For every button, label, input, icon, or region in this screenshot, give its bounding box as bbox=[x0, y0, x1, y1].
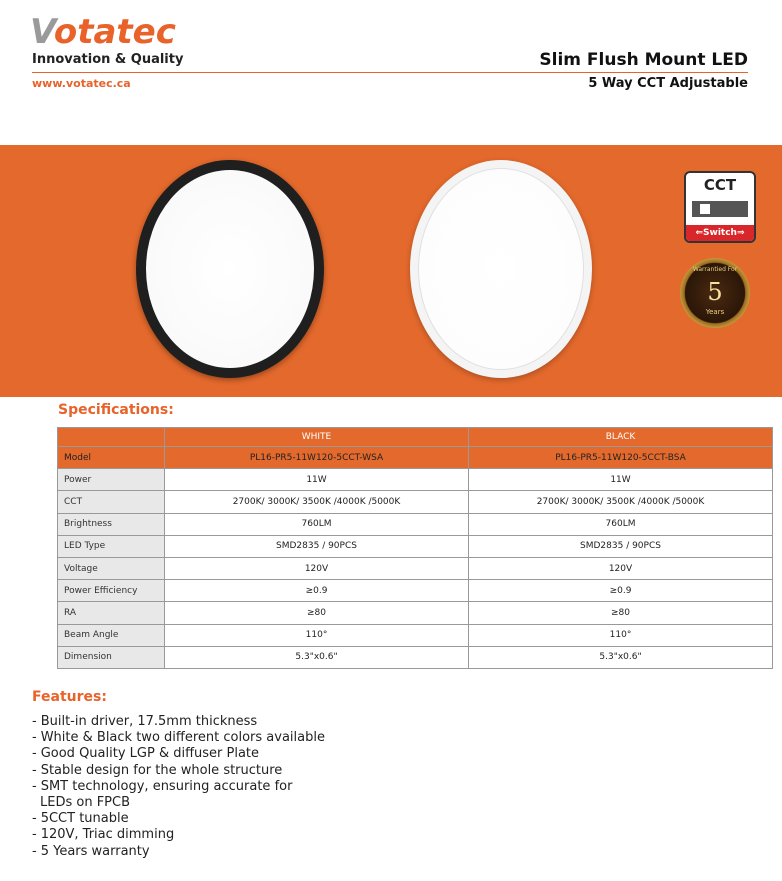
product-banner bbox=[0, 145, 782, 397]
feature-text: 120V, Triac dimming bbox=[40, 827, 175, 843]
table-row bbox=[58, 646, 773, 668]
cell-white: ≥0.9 bbox=[165, 580, 469, 602]
specifications-heading: Specifications: bbox=[58, 402, 174, 418]
switch-label: ⇐Switch⇒ bbox=[686, 225, 754, 241]
feature-text: Stable design for the whole structure bbox=[40, 762, 283, 778]
cell-black: SMD2835 / 90PCS bbox=[469, 535, 773, 557]
brand-tagline: Innovation & Quality bbox=[32, 52, 184, 67]
cell-white: SMD2835 / 90PCS bbox=[165, 535, 469, 557]
row-label: Voltage bbox=[58, 557, 165, 579]
specifications-table bbox=[57, 427, 773, 669]
features-list bbox=[32, 714, 352, 860]
cell-white: 11W bbox=[165, 469, 469, 491]
list-item: - Stable design for the whole structure bbox=[32, 762, 283, 778]
switch-knob-icon bbox=[700, 204, 710, 214]
list-item: - Good Quality LGP & diffuser Plate bbox=[32, 746, 260, 762]
table-row bbox=[58, 469, 773, 491]
warranty-number: 5 bbox=[707, 278, 723, 306]
cell-black: 110° bbox=[469, 624, 773, 646]
list-item: - 5CCT tunable bbox=[32, 811, 129, 827]
column-header-white: WHITE bbox=[165, 428, 469, 447]
feature-text: Built-in driver, 17.5mm thickness bbox=[40, 714, 258, 729]
column-header-black: BLACK bbox=[469, 428, 773, 447]
table-row bbox=[58, 513, 773, 535]
cell-black: PL16-PR5-11W120-5CCT-BSA bbox=[469, 447, 773, 469]
list-item: - Built-in driver, 17.5mm thickness bbox=[32, 714, 258, 729]
black-fixture-image bbox=[136, 160, 324, 378]
brand-logo bbox=[30, 12, 176, 52]
table-row bbox=[58, 624, 773, 646]
row-label: Power bbox=[58, 469, 165, 491]
product-title: Slim Flush Mount LED bbox=[539, 50, 748, 70]
cell-white: 5.3"x0.6" bbox=[165, 646, 469, 668]
row-label: Power Efficiency bbox=[58, 580, 165, 602]
list-item: - White & Black two different colors available bbox=[32, 730, 325, 746]
brand-website[interactable]: www.votatec.ca bbox=[32, 77, 131, 90]
cct-label: CCT bbox=[703, 176, 737, 194]
product-subtitle: 5 Way CCT Adjustable bbox=[588, 76, 748, 91]
white-fixture-image bbox=[410, 160, 592, 378]
feature-text: 5CCT tunable bbox=[40, 811, 129, 827]
feature-text: Good Quality LGP & diffuser Plate bbox=[40, 746, 260, 762]
cell-white: 120V bbox=[165, 557, 469, 579]
cct-switch-badge bbox=[684, 171, 756, 243]
cell-white: ≥80 bbox=[165, 602, 469, 624]
row-label: Beam Angle bbox=[58, 624, 165, 646]
list-item: - 5 Years warranty bbox=[32, 843, 150, 859]
table-row bbox=[58, 447, 773, 469]
feature-text: LEDs on FPCB bbox=[40, 795, 131, 811]
cell-white: 110° bbox=[165, 624, 469, 646]
warranty-bottom-text: Years bbox=[705, 308, 725, 316]
row-label: RA bbox=[58, 602, 165, 624]
cell-white: 760LM bbox=[165, 513, 469, 535]
corner-cell bbox=[58, 428, 165, 447]
table-row bbox=[58, 491, 773, 513]
table-row bbox=[58, 580, 773, 602]
list-item: - 120V, Triac dimming bbox=[32, 827, 175, 843]
cell-black: 120V bbox=[469, 557, 773, 579]
features-heading: Features: bbox=[32, 689, 107, 705]
list-item: - SMT technology, ensuring accurate for bbox=[32, 778, 293, 794]
cell-black: ≥80 bbox=[469, 602, 773, 624]
feature-text: 5 Years warranty bbox=[40, 843, 150, 859]
feature-text: SMT technology, ensuring accurate for bbox=[40, 778, 293, 794]
table-row bbox=[58, 535, 773, 557]
warranty-seal bbox=[680, 258, 750, 328]
row-label: LED Type bbox=[58, 535, 165, 557]
table-row bbox=[58, 557, 773, 579]
list-item bbox=[32, 795, 352, 811]
table-row bbox=[58, 602, 773, 624]
cell-black: 2700K/ 3000K/ 3500K /4000K /5000K bbox=[469, 491, 773, 513]
row-label: Dimension bbox=[58, 646, 165, 668]
cell-black: 5.3"x0.6" bbox=[469, 646, 773, 668]
cell-black: 11W bbox=[469, 469, 773, 491]
cell-black: ≥0.9 bbox=[469, 580, 773, 602]
header-divider bbox=[32, 72, 748, 73]
cell-white: PL16-PR5-11W120-5CCT-WSA bbox=[165, 447, 469, 469]
logo-text: otatec bbox=[53, 12, 176, 52]
row-label: Brightness bbox=[58, 513, 165, 535]
row-label: Model bbox=[58, 447, 165, 469]
cell-white: 2700K/ 3000K/ 3500K /4000K /5000K bbox=[165, 491, 469, 513]
cell-black: 760LM bbox=[469, 513, 773, 535]
logo-v: V bbox=[30, 12, 54, 52]
feature-text: White & Black two different colors available bbox=[40, 730, 325, 746]
row-label: CCT bbox=[58, 491, 165, 513]
warranty-top-text: Warrantied For bbox=[692, 266, 738, 273]
